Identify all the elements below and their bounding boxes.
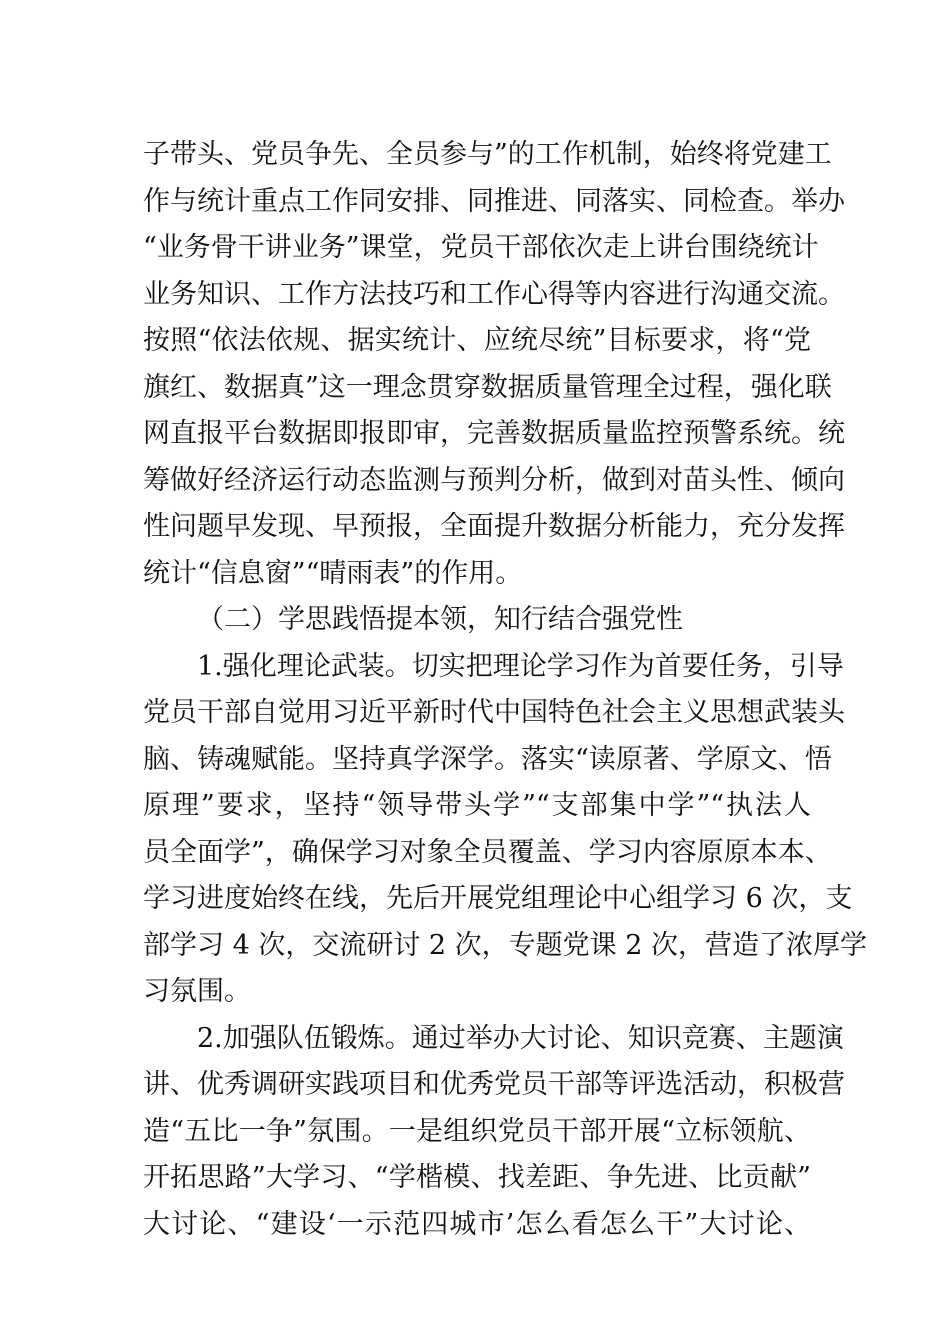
paragraph-line: 作与统计重点工作同安排、同推进、同落实、同检查。举办 — [143, 185, 845, 217]
document-body — [143, 132, 868, 1248]
paragraph-line: 性问题早发现、早预报，全面提升数据分析能力，充分发挥 — [143, 511, 845, 542]
paragraph-line: “业务骨干讲业务”课堂，党员干部依次走上讲台围绕统计 — [143, 232, 819, 263]
paragraph-line: 讲、优秀调研实践项目和优秀党员干部等评选活动，积极营 — [143, 1069, 845, 1100]
paragraph-line: 原理”要求，坚持“领导带头学”“支部集中学”“执法人 — [143, 790, 811, 821]
section-heading: （二）学思践悟提本领，知行结合强党性 — [197, 604, 683, 635]
paragraph-line: 部学习 4 次，交流研讨 2 次，专题党课 2 次，营造了浓厚学 — [143, 929, 868, 961]
paragraph-line: 开拓思路”大学习、“学楷模、找差距、争先进、比贡献” — [143, 1162, 811, 1193]
paragraph-line: 学习进度始终在线，先后开展党组理论中心组学习 6 次，支 — [143, 883, 853, 914]
paragraph-line: 大讨论、“建设‘一示范四城市’怎么看怎么干”大讨论、 — [143, 1208, 811, 1240]
paragraph-line: 网直报平台数据即报即审，完善数据质量监控预警系统。统 — [143, 418, 845, 449]
paragraph-line: 脑、铸魂赋能。坚持真学深学。落实“读原著、学原文、悟 — [143, 743, 832, 775]
paragraph-line: 2.加强队伍锻炼。通过举办大讨论、知识竞赛、主题演 — [197, 1022, 844, 1054]
paragraph-line: 1.强化理论武装。切实把理论学习作为首要任务，引导 — [197, 650, 844, 682]
paragraph-line: 子带头、党员争先、全员参与”的工作机制，始终将党建工 — [143, 139, 832, 170]
paragraph-line: 造“五比一争”氛围。一是组织党员干部开展“立标领航、 — [143, 1115, 811, 1147]
paragraph-line: 筹做好经济运行动态监测与预判分析，做到对苗头性、倾向 — [143, 464, 845, 496]
paragraph-line: 员全面学”，确保学习对象全员覆盖、学习内容原原本本、 — [143, 836, 832, 868]
paragraph-line: 按照“依法依规、据实统计、应统尽统”目标要求，将“党 — [143, 325, 811, 356]
paragraph-line: 统计“信息窗”“晴雨表”的作用。 — [143, 557, 523, 589]
paragraph-line: 习氛围。 — [143, 976, 251, 1007]
paragraph-line: 党员干部自觉用习近平新时代中国特色社会主义思想武装头 — [143, 697, 845, 728]
paragraph-line: 旗红、数据真”这一理念贯穿数据质量管理全过程，强化联 — [143, 371, 832, 403]
paragraph-line: 业务知识、工作方法技巧和工作心得等内容进行沟通交流。 — [143, 278, 845, 310]
